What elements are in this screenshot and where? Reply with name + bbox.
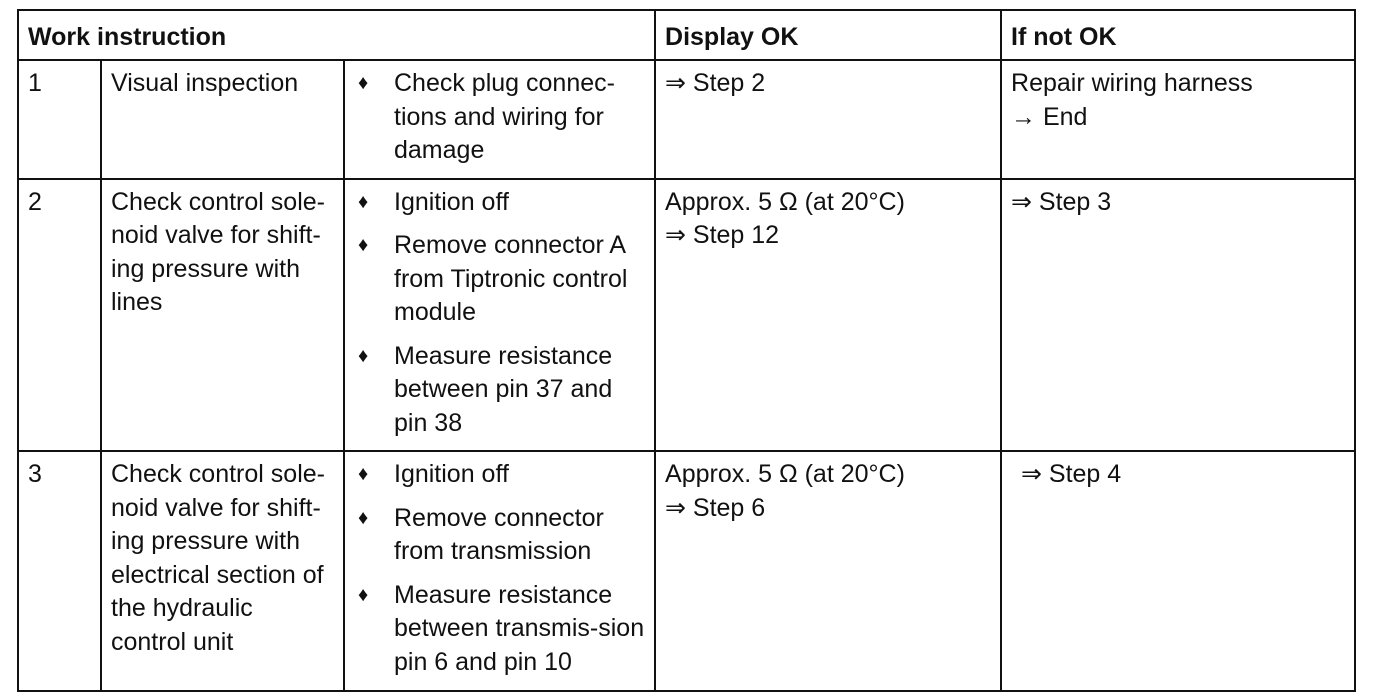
step-number: 2 bbox=[18, 179, 101, 452]
if-not-ok-cell bbox=[1001, 179, 1355, 452]
action-text: Ignition off bbox=[394, 187, 509, 216]
test-description bbox=[101, 451, 344, 691]
test-text: Visual inspection bbox=[111, 69, 299, 97]
list-item bbox=[354, 186, 645, 220]
list-item bbox=[354, 458, 645, 492]
if-not-ok-text: ⇒ Step 3 bbox=[1011, 187, 1112, 216]
bullet-icon: ♦ bbox=[358, 234, 369, 256]
bullet-icon: ♦ bbox=[358, 463, 369, 485]
bullet-icon: ♦ bbox=[358, 583, 369, 606]
action-list-cell bbox=[344, 179, 655, 452]
display-ok-cell bbox=[655, 60, 1001, 179]
display-ok-text: Approx. 5 Ω (at 20°C) bbox=[665, 187, 905, 216]
if-not-ok-text: → End bbox=[1011, 102, 1088, 131]
display-ok-text: ⇒ Step 2 bbox=[665, 69, 766, 97]
step-number: 3 bbox=[18, 451, 101, 691]
table-header-row bbox=[18, 10, 1355, 60]
bullet-icon: ♦ bbox=[358, 72, 369, 94]
table-row bbox=[18, 451, 1355, 691]
action-text: Ignition off bbox=[394, 460, 509, 488]
table-row bbox=[18, 60, 1355, 179]
header-work-instruction: Work instruction bbox=[18, 10, 655, 60]
bullet-icon: ♦ bbox=[358, 506, 369, 529]
if-not-ok-text: Repair wiring harness bbox=[1011, 69, 1253, 97]
action-list-cell bbox=[344, 451, 655, 691]
display-ok-text: ⇒ Step 6 bbox=[665, 493, 766, 522]
bullet-icon: ♦ bbox=[358, 344, 369, 367]
work-instruction-table bbox=[17, 9, 1356, 692]
header-if-not-ok: If not OK bbox=[1001, 10, 1355, 60]
test-text: Check control sole-noid valve for shift-ing pressure with electrical section of the hydraulic control unit bbox=[111, 460, 325, 656]
action-list bbox=[354, 186, 645, 441]
action-list bbox=[354, 67, 645, 168]
action-text: Remove connector from transmission bbox=[394, 503, 604, 565]
header-display-ok: Display OK bbox=[655, 10, 1001, 60]
test-description bbox=[101, 179, 344, 452]
action-list-cell bbox=[344, 60, 655, 179]
bullet-icon: ♦ bbox=[358, 190, 369, 213]
action-text: Measure resistance between transmis-sion pin 6 and pin 10 bbox=[394, 580, 645, 676]
table-row bbox=[18, 179, 1355, 452]
action-list bbox=[354, 458, 645, 679]
action-text: Measure resistance between pin 37 and pin 38 bbox=[394, 341, 613, 437]
if-not-ok-text: ⇒ Step 4 bbox=[1021, 460, 1122, 488]
action-text: Check plug connec-tions and wiring for damage bbox=[394, 69, 615, 164]
action-text: Remove connector A from Tiptronic control module bbox=[394, 231, 628, 326]
list-item bbox=[354, 502, 645, 569]
list-item bbox=[354, 579, 645, 680]
if-not-ok-cell bbox=[1001, 60, 1355, 179]
list-item bbox=[354, 229, 645, 330]
display-ok-text: Approx. 5 Ω (at 20°C) bbox=[665, 460, 905, 488]
display-ok-cell bbox=[655, 451, 1001, 691]
step-number: 1 bbox=[18, 60, 101, 179]
list-item bbox=[354, 67, 645, 168]
test-text: Check control sole-noid valve for shift-ing pressure with lines bbox=[111, 187, 325, 316]
display-ok-text: ⇒ Step 12 bbox=[665, 221, 780, 249]
test-description bbox=[101, 60, 344, 179]
list-item bbox=[354, 340, 645, 441]
if-not-ok-cell bbox=[1001, 451, 1355, 691]
display-ok-cell bbox=[655, 179, 1001, 452]
